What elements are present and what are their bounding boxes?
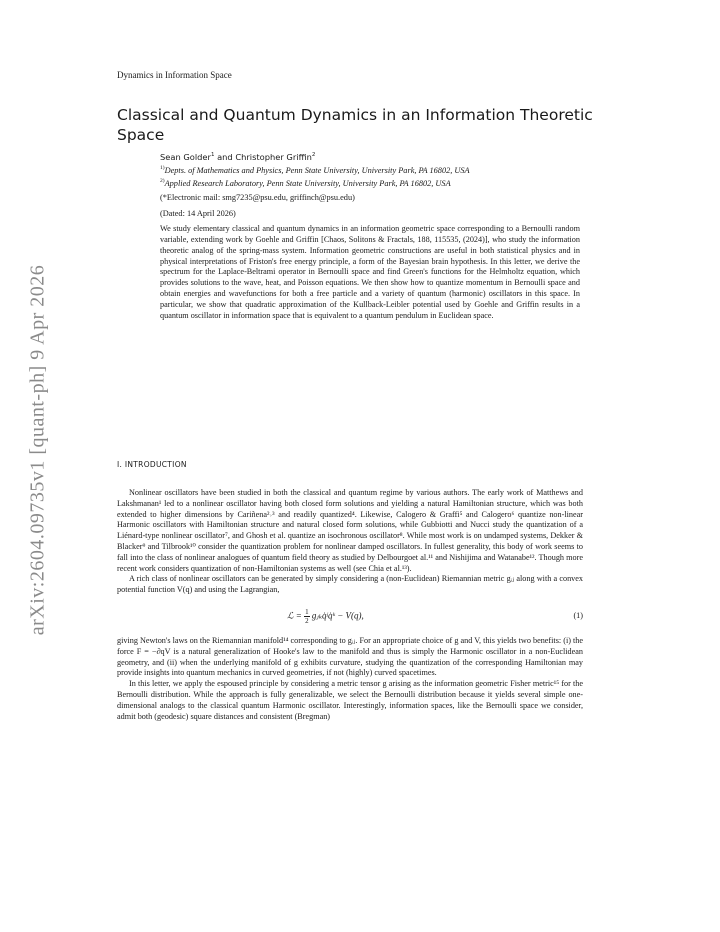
body-text — [117, 488, 583, 722]
arxiv-stamp — [8, 250, 68, 650]
affiliation-2-text: Applied Research Laboratory, Penn State University, University Park, PA 16802, USA — [164, 178, 451, 188]
affiliation-1 — [160, 163, 580, 176]
equation-body — [287, 608, 364, 625]
equation-number: (1) — [573, 610, 583, 620]
paragraph-2: A rich class of nonlinear oscillators can be generated by simply considering a (non-Euclidean) Riemannian metric gᵢⱼ along with a convex potential function V(q) and using the Lagrangian, — [117, 574, 583, 595]
email-line: (*Electronic mail: smg7235@psu.edu, griffinch@psu.edu) — [160, 193, 355, 203]
affiliation-2-mark: 2) — [160, 177, 165, 184]
affiliation-1-text: Depts. of Mathematics and Physics, Penn State University, University Park, PA 16802, USA — [164, 165, 470, 175]
fraction-denominator: 2 — [305, 616, 309, 625]
affiliation-1-mark: 1) — [160, 164, 165, 171]
running-head: Dynamics in Information Space — [117, 70, 232, 80]
dated-line: (Dated: 14 April 2026) — [160, 209, 236, 219]
authors: Sean Golder$^1$ and Christopher Griffin$^2$ — [160, 151, 316, 162]
equation-lhs: ℒ = — [287, 610, 305, 621]
author-2: and Christopher Griffin — [214, 151, 312, 162]
affiliation-2 — [160, 176, 580, 189]
front-matter — [160, 150, 580, 321]
equation-1 — [117, 604, 583, 630]
fraction-numerator: 1 — [305, 607, 309, 616]
paper-title: Classical and Quantum Dynamics in an Information Theoretic Space — [117, 106, 593, 144]
author-1: Sean Golder — [160, 151, 211, 162]
abstract: We study elementary classical and quantum dynamics in an information geometric space corresponding to a Bernoulli random variable, extending work by Goehle and Griffin [Chaos, Solitons & Fractals, 188, 115535, (2024)], who study the information theoretic analog of the spring-mass system. Information geometric constructions are useful in both statistical physics and in physical interpretations of Friston's free energy principle, a form of the Bayesian brain hypothesis. In this letter, we derive the spectrum for the Laplace-Beltrami operator in Bernoulli space and find Green's functions for the Helmholtz equation, which provides solutions to the wave, heat, and Poisson equations. We then show how to quantize momentum in Bernoulli space and obtain energies and wavefunctions for both a free particle and a variety of quantum (harmonic) oscillators in this space. In particular, we show that quadratic approximation of the Kullback-Leibler potential used by Goehle and Griffin results in a quantum oscillator in information space that is equivalent to a quantum pendulum in Euclidean space. — [160, 224, 580, 320]
section-heading: I. INTRODUCTION — [117, 460, 187, 469]
equation-fraction — [304, 608, 310, 625]
paragraph-4: In this letter, we apply the espoused principle by considering a metric tensor g arising as the information geometric Fisher metric¹⁵ for the Bernoulli distribution. While the approach is fully generalizable, we select the Bernoulli distribution because it yields several simple one-dimensional analogs to the classical quantum Harmonic oscillator. Interestingly, information spaces, like the Bernoulli space we consider, admit both (geodesic) square distances and consistent (Bregman) — [117, 679, 583, 721]
arxiv-id: arXiv:2604.09735v1 [quant-ph] 9 Apr 2026 — [26, 264, 49, 636]
paragraph-1: Nonlinear oscillators have been studied in both the classical and quantum regime by various authors. The early work of Matthews and Lakshmanan¹ led to a nonlinear oscillator having both closed form solutions and yielding a natural Hamiltonian structure, which was both extended to higher dimensions by Cariñena²˒³ and readily quantized⁴. Likewise, Calogero & Graffi⁵ and Calogero⁶ quantize non-linear Harmonic oscillators with Hamiltonian structure and natural closed form solutions, while Gubbiotti and Nucci study the quantization of a Liénard-type nonlinear oscillator⁷, and Ghosh et al. quantize an isochronous oscillator⁸. While most work is on undamped systems, Dekker & Blacker⁹ and Tilbrook¹⁰ consider the quantization problem for nonlinear damped oscillators. In fullest generality, this body of work seems to fall into the class of nonlinear analogues of quantum field theory as studied by Delbourgoet al.¹¹ and Nishijima and Watanabe¹². Though more recent work considers quantization of non-Hamiltonian systems as well (see Chia et al.¹³). — [117, 488, 583, 573]
paragraph-3: giving Newton's laws on the Riemannian manifold¹⁴ corresponding to gᵢⱼ. For an appropriate choice of g and V, this yields two benefits: (i) the force F = −∂qV is a natural generalization of Hooke's law to the manifold and thus is simply the Harmonic oscillator in a non-Euclidean geometry, and (ii) when the underlying manifold of g exhibits curvature, studying the quantization of the corresponding Hamiltonian may provide insights into quantum mechanics in curved geometries, if not (highly) curved spacetimes. — [117, 635, 583, 678]
equation-rhs: gⱼₖq̇ʲq̇ᵏ − V(q), — [311, 610, 364, 621]
